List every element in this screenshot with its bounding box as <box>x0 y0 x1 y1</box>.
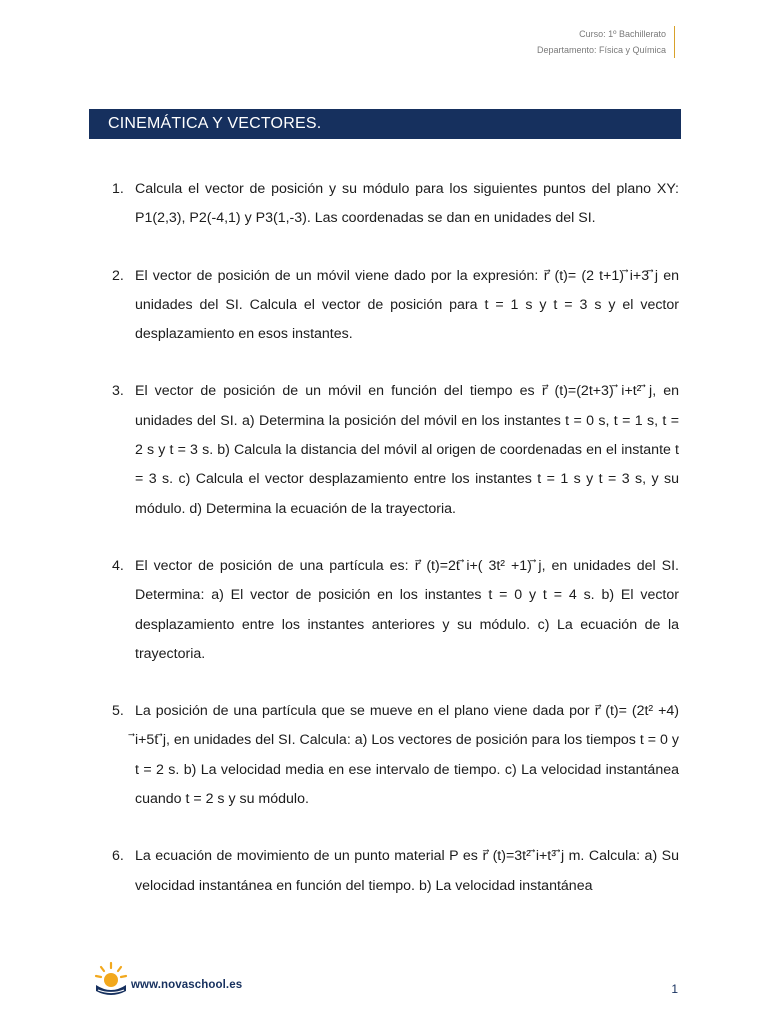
exercise-number: 6. <box>112 848 124 865</box>
exercise-number: 2. <box>112 267 124 284</box>
course-label: Curso: 1º Bachillerato <box>579 29 666 39</box>
exercise-item <box>100 175 679 234</box>
page-number: 1 <box>671 982 678 996</box>
exercise-item <box>100 697 679 814</box>
exercise-number: 4. <box>112 557 124 574</box>
exercise-text: El vector de posición de un móvil en función del tiempo es r⃗ (t)=(2t+3) ⃗i+t² ⃗j, en unidades del SI. a) Determina la posición del móvil en los instantes t = 0 s, t = 1 s, t = 2 s y t = 3 s. b) Calcula la distancia del móvil al origen de coordenadas en el instante t = 3 s. c) Calcula el vector desplazamiento entre los instantes t = 1 s y t = 3 s, y su módulo. d) Determina la ecuación de la trayectoria. <box>135 383 679 517</box>
exercise-list <box>100 175 679 929</box>
section-title: CINEMÁTICA Y VECTORES. <box>108 115 322 132</box>
exercise-number: 3. <box>112 383 124 400</box>
exercise-text: El vector de posición de un móvil viene dado por la expresión: r⃗ (t)= (2 t+1) ⃗i+3 ⃗j en unidades del SI. Calcula el vector de posición para t = 1 s y t = 3 s y el vector desplazamiento en esos instantes. <box>135 267 679 343</box>
exercise-number: 5. <box>112 703 124 720</box>
novaschool-logo-icon <box>94 961 128 997</box>
section-title-bar <box>89 109 681 139</box>
exercise-text: La ecuación de movimiento de un punto material P es r⃗ (t)=3t² ⃗i+t³ ⃗j m. Calcula: a) Su velocidad instantánea en función del tiempo. b) La velocidad instantánea <box>135 848 679 894</box>
exercise-text: Calcula el vector de posición y su módulo para los siguientes puntos del plano XY: P1(2,3), P2(-4,1) y P3(1,-3). Las coordenadas se dan en unidades del SI. <box>135 181 679 227</box>
exercise-text: El vector de posición de una partícula es: r⃗ (t)=2t ⃗i+( 3t² +1) ⃗j, en unidades del SI. Determina: a) El vector de posición en los instantes t = 0 y t = 4 s. b) El vector desplazamiento entre los instantes anteriores y su módulo. c) La ecuación de la trayectoria. <box>135 557 679 662</box>
exercise-item <box>100 262 679 350</box>
exercise-item <box>100 842 679 901</box>
footer-website-link[interactable]: www.novaschool.es <box>131 979 243 991</box>
exercise-number: 1. <box>112 181 124 197</box>
document-header <box>537 26 675 58</box>
exercise-item <box>100 552 679 669</box>
exercise-item <box>100 377 679 523</box>
department-label: Departamento: Física y Química <box>536 45 666 55</box>
exercise-text: La posición de una partícula que se mueve en el plano viene dada por r⃗ (t)= (2t² +4) ⃗i+5t ⃗j, en unidades del SI. Calcula: a) Los vectores de posición para los tiempos t = 0 y t = 2 s. b) La velocidad media en ese intervalo de tiempo. c) La velocidad instantánea cuando t = 2 s y su módulo. <box>135 703 679 808</box>
